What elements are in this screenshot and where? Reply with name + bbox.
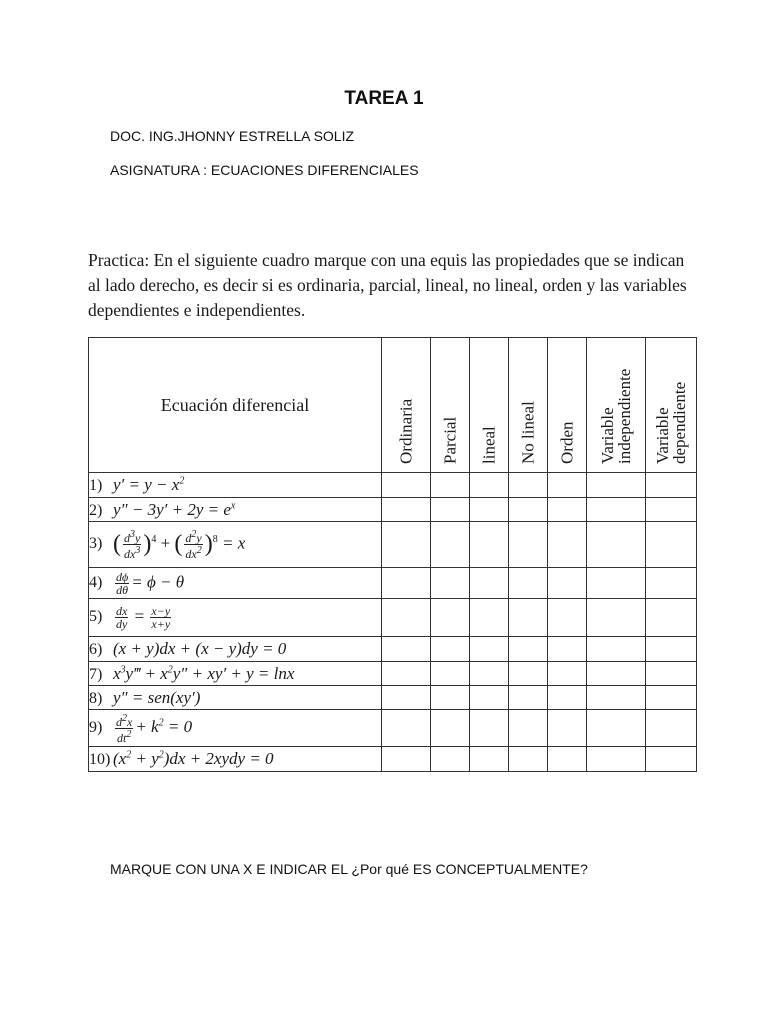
- answer-cell[interactable]: [382, 710, 431, 747]
- answer-cell[interactable]: [587, 686, 646, 710]
- answer-cell[interactable]: [646, 599, 697, 637]
- practice-instructions: Practica: En el siguiente cuadro marque con una equis las propiedades que se indican al lado derecho, es decir si es ordinaria, parcial, lineal, no lineal, orden y las variables dependientes e independientes.: [88, 250, 687, 320]
- subject-line: ASIGNATURA : ECUACIONES DIFERENCIALES: [110, 162, 419, 178]
- answer-cell[interactable]: [509, 686, 548, 710]
- table-row: [89, 599, 697, 637]
- answer-cell[interactable]: [587, 599, 646, 637]
- answer-cell[interactable]: [470, 710, 509, 747]
- footer-instruction: MARQUE CON UNA X E INDICAR EL ¿Por qué ES CONCEPTUALMENTE?: [110, 861, 588, 877]
- table-row: [89, 662, 697, 686]
- answer-cell[interactable]: [431, 498, 470, 522]
- column-header-orden: Orden: [548, 338, 587, 473]
- equation-column-header: Ecuación diferencial: [89, 338, 382, 473]
- table-row: [89, 473, 697, 498]
- column-header-variable-independiente: Variable independiente: [587, 338, 646, 473]
- answer-cell[interactable]: [509, 662, 548, 686]
- answer-cell[interactable]: [382, 747, 431, 772]
- answer-cell[interactable]: [509, 710, 548, 747]
- answer-cell[interactable]: [470, 599, 509, 637]
- answer-cell[interactable]: [382, 498, 431, 522]
- column-header-variable-dependiente: Variable dependiente: [646, 338, 697, 473]
- equation-cell: 10) $(x^2 + y^2)dx$ + 2xydy = 0: [89, 747, 382, 772]
- answer-cell[interactable]: [382, 662, 431, 686]
- table-row: [89, 747, 697, 772]
- answer-cell[interactable]: [382, 568, 431, 599]
- table-header-row: [89, 338, 697, 473]
- answer-cell[interactable]: [587, 498, 646, 522]
- answer-cell[interactable]: [646, 662, 697, 686]
- column-header-ordinaria: Ordinaria: [382, 338, 431, 473]
- answer-cell[interactable]: [646, 568, 697, 599]
- answer-cell[interactable]: [382, 599, 431, 637]
- answer-cell[interactable]: [470, 637, 509, 662]
- table-row: [89, 637, 697, 662]
- answer-cell[interactable]: [431, 522, 470, 568]
- answer-cell[interactable]: [382, 686, 431, 710]
- teacher-line: DOC. ING.JHONNY ESTRELLA SOLIZ: [110, 128, 355, 144]
- answer-cell[interactable]: [548, 686, 587, 710]
- answer-cell[interactable]: [470, 568, 509, 599]
- equation-cell: 2) $y'' - 3y' + 2y = e^x$: [89, 498, 382, 522]
- answer-cell[interactable]: [646, 710, 697, 747]
- answer-cell[interactable]: [509, 637, 548, 662]
- column-header-parcial: Parcial: [431, 338, 470, 473]
- document-title: TAREA 1: [344, 88, 424, 109]
- answer-cell[interactable]: [431, 568, 470, 599]
- answer-cell[interactable]: [587, 522, 646, 568]
- answer-cell[interactable]: [509, 522, 548, 568]
- answer-cell[interactable]: [509, 498, 548, 522]
- answer-cell[interactable]: [470, 686, 509, 710]
- column-header-no-lineal: No lineal: [509, 338, 548, 473]
- answer-cell[interactable]: [646, 522, 697, 568]
- answer-cell[interactable]: [431, 662, 470, 686]
- answer-cell[interactable]: [587, 710, 646, 747]
- answer-cell[interactable]: [509, 473, 548, 498]
- answer-cell[interactable]: [548, 498, 587, 522]
- table-row: [89, 522, 697, 568]
- answer-cell[interactable]: [587, 473, 646, 498]
- answer-cell[interactable]: [470, 662, 509, 686]
- answer-cell[interactable]: [646, 473, 697, 498]
- answer-cell[interactable]: [548, 473, 587, 498]
- equation-cell: 1) $y' = y - x^2$: [89, 473, 382, 498]
- equation-cell: 9) $\frac{d^2x}{dt^2}$ + $k^2 = 0$: [89, 710, 382, 747]
- answer-cell[interactable]: [382, 473, 431, 498]
- answer-cell[interactable]: [646, 686, 697, 710]
- answer-cell[interactable]: [646, 498, 697, 522]
- answer-cell[interactable]: [431, 473, 470, 498]
- answer-cell[interactable]: [587, 568, 646, 599]
- answer-cell[interactable]: [431, 599, 470, 637]
- answer-cell[interactable]: [382, 637, 431, 662]
- answer-cell[interactable]: [431, 686, 470, 710]
- table-row: [89, 498, 697, 522]
- table-row: [89, 568, 697, 599]
- equation-cell: 8) y″ = sen(xy′): [89, 686, 382, 710]
- answer-cell[interactable]: [470, 747, 509, 772]
- answer-cell[interactable]: [431, 637, 470, 662]
- answer-cell[interactable]: [587, 662, 646, 686]
- answer-cell[interactable]: [509, 747, 548, 772]
- equation-cell: 3) ( $\frac{d^3y}{dx^3}$ )$^4$ + ( $\frac{d^2y}{dx^2}$ )$^8$ = x: [89, 522, 382, 568]
- column-header-lineal: lineal: [470, 338, 509, 473]
- equation-cell: 4) $\frac{d\phi}{d\theta}$ = ϕ − θ: [89, 568, 382, 599]
- answer-cell[interactable]: [431, 710, 470, 747]
- answer-cell[interactable]: [548, 662, 587, 686]
- answer-cell[interactable]: [587, 637, 646, 662]
- answer-cell[interactable]: [548, 637, 587, 662]
- answer-cell[interactable]: [646, 637, 697, 662]
- equation-cell: 7) $x^3y‴ + x^2y'' + xy' + y = \ln x$: [89, 662, 382, 686]
- answer-cell[interactable]: [470, 522, 509, 568]
- answer-cell[interactable]: [509, 568, 548, 599]
- answer-cell[interactable]: [382, 522, 431, 568]
- answer-cell[interactable]: [470, 498, 509, 522]
- table-row: [89, 710, 697, 747]
- equation-cell: 5) $\frac{dx}{dy}$ = $\frac{x-y}{x+y}$: [89, 599, 382, 637]
- answer-cell[interactable]: [548, 710, 587, 747]
- equations-table: [88, 337, 697, 772]
- answer-cell[interactable]: [548, 599, 587, 637]
- answer-cell[interactable]: [548, 747, 587, 772]
- table-row: [89, 686, 697, 710]
- answer-cell[interactable]: [470, 473, 509, 498]
- answer-cell[interactable]: [431, 747, 470, 772]
- answer-cell[interactable]: [587, 747, 646, 772]
- answer-cell[interactable]: [548, 522, 587, 568]
- answer-cell[interactable]: [548, 568, 587, 599]
- equation-cell: 6) (x + y)dx + (x − y)dy = 0: [89, 637, 382, 662]
- answer-cell[interactable]: [509, 599, 548, 637]
- answer-cell[interactable]: [646, 747, 697, 772]
